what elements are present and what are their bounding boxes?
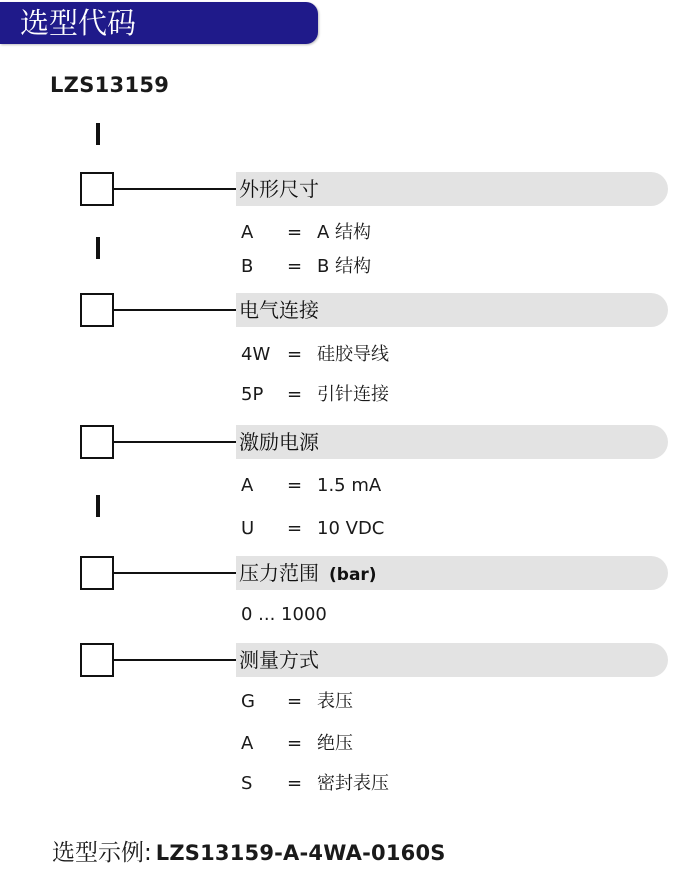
option-equals: = (287, 256, 303, 277)
option-code: A (241, 733, 254, 754)
section-label (239, 560, 377, 588)
connector-line (114, 188, 238, 190)
option-equals: = (287, 344, 303, 365)
option-code: 4W (241, 344, 271, 365)
option-row (241, 475, 381, 497)
title-bar (0, 2, 318, 44)
code-box-shape (80, 172, 114, 206)
connector-line (114, 441, 238, 443)
section-header-pressure-range (236, 556, 668, 590)
option-desc: A 结构 (317, 222, 372, 243)
ordering-example (52, 838, 446, 868)
page-title: 选型代码 (20, 6, 137, 40)
connector-line (114, 659, 238, 661)
section-header-measurement (236, 643, 668, 677)
option-equals: = (287, 518, 303, 539)
option-code: A (241, 222, 254, 243)
option-equals: = (287, 691, 303, 712)
option-equals: = (287, 384, 303, 405)
option-desc: 引针连接 (317, 384, 389, 405)
section-header-connection (236, 293, 668, 327)
option-code: G (241, 691, 255, 712)
section-label: 测量方式 (239, 648, 319, 672)
range-value: 0 ... 1000 (241, 604, 327, 625)
separator-tick (96, 123, 100, 145)
section-header-excitation (236, 425, 668, 459)
section-label: 外形尺寸 (239, 177, 319, 201)
option-equals: = (287, 222, 303, 243)
code-box-pressure-range (80, 556, 114, 590)
option-equals: = (287, 733, 303, 754)
model-number: LZS13159 (50, 73, 170, 97)
example-label: 选型示例: (52, 840, 152, 866)
separator-tick (96, 495, 100, 517)
section-label: 电气连接 (239, 298, 319, 322)
option-desc: 密封表压 (317, 773, 389, 794)
option-row (241, 222, 371, 244)
option-row (241, 518, 384, 540)
option-row (241, 384, 389, 406)
option-code: U (241, 518, 255, 539)
option-row (241, 344, 389, 366)
option-desc: 硅胶导线 (317, 344, 389, 365)
option-row (241, 691, 353, 713)
option-code: 5P (241, 384, 264, 405)
option-desc: 绝压 (317, 733, 353, 754)
option-desc: 表压 (317, 691, 353, 712)
option-desc: 1.5 mA (317, 475, 382, 496)
code-box-measurement (80, 643, 114, 677)
option-code: S (241, 773, 253, 794)
option-row (241, 733, 353, 755)
option-code: A (241, 475, 254, 496)
option-equals: = (287, 475, 303, 496)
section-label: 激励电源 (239, 430, 319, 454)
option-desc: B 结构 (317, 256, 372, 277)
connector-line (114, 309, 238, 311)
connector-line (114, 572, 238, 574)
unit-label: (bar) (329, 565, 377, 585)
section-header-shape (236, 172, 668, 206)
section-label-text: 压力范围 (239, 561, 319, 585)
example-code: LZS13159-A-4WA-0160S (155, 841, 446, 865)
option-row (241, 256, 371, 278)
separator-tick (96, 237, 100, 259)
code-box-excitation (80, 425, 114, 459)
option-code: B (241, 256, 254, 277)
option-equals: = (287, 773, 303, 794)
code-box-connection (80, 293, 114, 327)
option-row (241, 773, 389, 795)
option-desc: 10 VDC (317, 518, 385, 539)
